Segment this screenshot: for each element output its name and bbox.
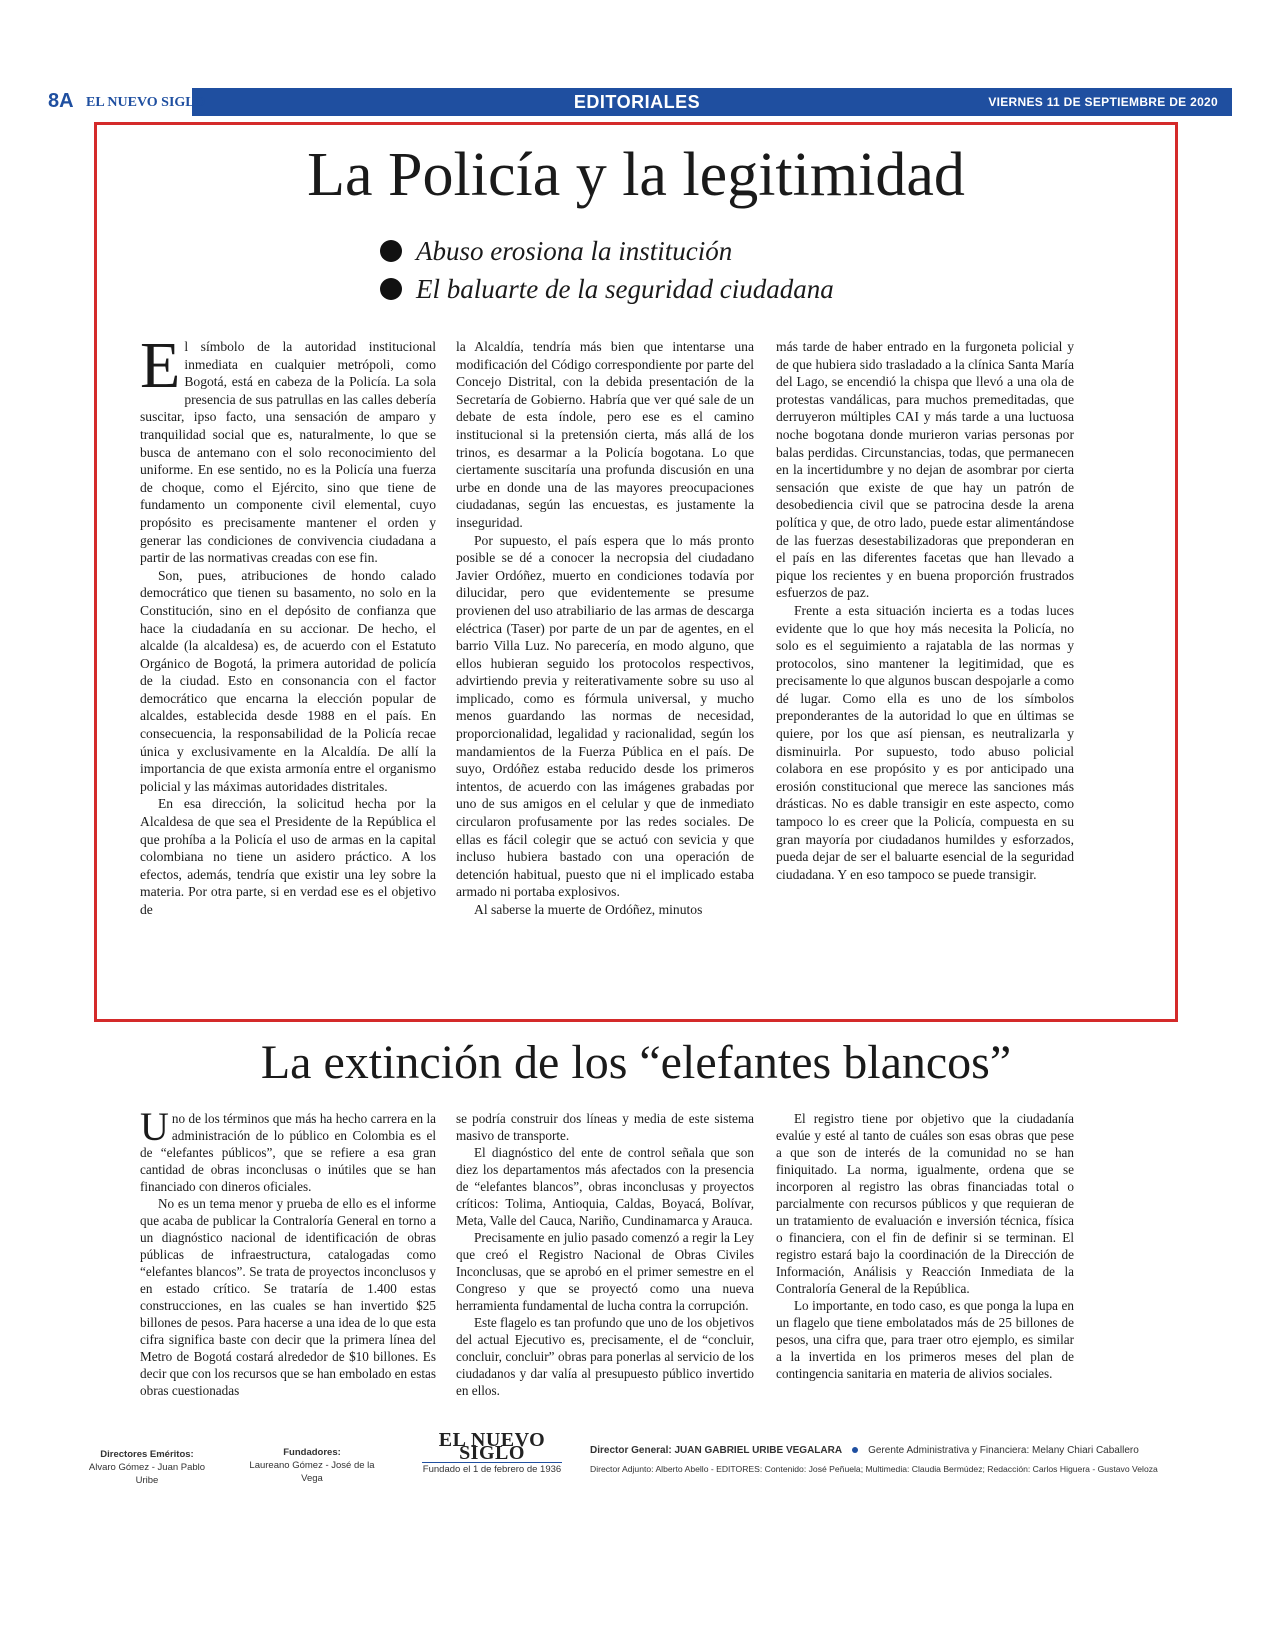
staff-line: Director Adjunto: Alberto Abello - EDITORES: Contenido: José Peñuela; Multimedia: Claudia Bermúdez; Redacción: Carlos Higuera - Gustavo Veloza xyxy=(590,1464,1158,1474)
bullet-item xyxy=(380,232,940,270)
paragraph: Uno de los términos que más ha hecho carrera en la administración de lo público en Colombia es el de “elefantes públicos”, que se refiere a esa gran cantidad de obras inconclusas o inútiles que se han financiado con dineros oficiales. xyxy=(140,1104,436,1194)
section-title: EDITORIALES xyxy=(573,92,701,112)
emeritus-names: Alvaro Gómez - Juan Pablo Uribe xyxy=(88,1462,206,1486)
drop-cap: U xyxy=(140,1104,169,1149)
paragraph: Son, pues, atribuciones de hondo calado democrático que tienen su basamento, no solo en la Constitución, sino en el depósito de confianza que hace la ciudadanía en su accionar. De hecho, el alcalde (la alcaldesa) es, de acuerdo con el Estatuto Orgánico de Bogotá, la primera autoridad de policía de la ciudad. Esto en consonancia con el factor democrático que encarna la elección popular de alcaldes, establecida desde 1988 en el país. En consecuencia, la responsabilidad de la Policía recae única y exclusivamente en la Alcaldía. De allí la importancia de que exista armonía entre el organismo policial y las máximas autoridades distritales. xyxy=(140,567,436,794)
paragraph: Frente a esta situación incierta es a todas luces evidente que lo que hoy más necesita la Policía, no solo es el seguimiento a rajatabla de las normas y protocolos, sino mantener la legitimidad, que es precisamente lo que algunos buscan despojarle a como dé lugar. Como ella es uno de los símbolos preponderantes de la autoridad lo que en últimas se quiere, por los que así piensan, es neutralizarla y disminuirla. Por supuesto, todo abuso policial colabora en ese propósito y es por anticipado una erosión constitucional que merece las sanciones más drásticas. No es dable transigir en este aspecto, como tampoco lo es creer que la Policía, compuesta en su gran mayoría por ciudadanos humildes y esforzados, pueda dejar de ser el baluarte esencial de la seguridad ciudadana. Y en eso tampoco se puede transigir. xyxy=(776,602,1074,882)
page-number: 8A xyxy=(48,90,74,112)
editorial-1-column-2 xyxy=(456,338,754,919)
founders-names: Laureano Gómez - José de la Vega xyxy=(249,1460,375,1484)
editorial-1-column-1 xyxy=(140,329,436,919)
founders-label: Fundadores: xyxy=(283,1447,341,1458)
paragraph: Al saberse la muerte de Ordóñez, minutos xyxy=(474,902,703,917)
editorial-1-title: La Policía y la legitimidad xyxy=(307,141,965,209)
paper-name: EL NUEVO SIGLO xyxy=(86,95,206,110)
director-general: Director General: JUAN GABRIEL URIBE VEGALARA xyxy=(590,1445,843,1456)
issue-date: VIERNES 11 DE SEPTIEMBRE DE 2020 xyxy=(988,95,1218,109)
bullet-dot-icon xyxy=(380,278,402,300)
paragraph: Por supuesto, el país espera que lo más pronto posible se dé a conocer la necropsia del ciudadano Javier Ordóñez, muerto en condiciones todavía por dilucidar, pero que evidentemente se presume provienen del uso atrabiliario de las armas de descarga eléctrica (Taser) por parte de un par de agentes, en el barrio Villa Luz. No parecería, en modo alguno, que ellos hubieran seguido los protocolos respectivos, advirtiendo previa y reiterativamente sobre su uso al implicado, como es fórmula universal, y mucho menos guardando las normas de necesidad, proporcionalidad, legalidad y racionalidad, según los mandamientos de la Fuerza Pública en el país. De suyo, Ordóñez estaba reducido desde los primeros intentos, de acuerdo con las imágenes grabadas por uno de sus amigos en el celular y que de inmediato circularon profusamente por las redes sociales. De ellas es fácil colegir que se actuó con sevicia y que incluso hubiera bastado con una operación de detención habitual, puesto que ni el implicado estaba armado ni portaba explosivos. xyxy=(456,532,754,900)
paragraph: se podría construir dos líneas y media de este sistema masivo de transporte. xyxy=(456,1111,754,1143)
bullet-item xyxy=(380,270,940,308)
page-header xyxy=(42,88,1232,116)
drop-cap: E xyxy=(140,329,181,402)
bullet-dot-icon xyxy=(380,240,402,262)
editorial-2-column-1 xyxy=(140,1104,436,1399)
separator-dot-icon xyxy=(852,1447,858,1453)
emeritus-directors xyxy=(82,1448,212,1487)
editorial-2-column-3 xyxy=(776,1110,1074,1382)
emeritus-label: Directores Eméritos: xyxy=(100,1449,194,1460)
paragraph: Precisamente en julio pasado comenzó a regir la Ley que creó el Registro Nacional de Obras Civiles Inconclusas, que se aprobó en el primer semestre en el Congreso y que se proyectó como una nueva herramienta fundamental de lucha contra la corrupción. xyxy=(456,1230,754,1313)
bullet-text: Abuso erosiona la institución xyxy=(416,236,733,266)
editorial-1-column-3 xyxy=(776,338,1074,883)
paragraph: El registro tiene por objetivo que la ciudadanía evalúe y esté al tanto de cuáles son esas obras que pese a que son de interés de la comunidad no se han finiquitado. La norma, igualmente, ordena que se incorporen al registro las obras financiadas total o parcialmente con recursos públicos y que requieran de un tratamiento de evaluación e inversión técnica, física o financiera, con el fin de definir si se terminan. El registro estará bajo la coordinación de la Dirección de Información, Análisis y Reacción Inmediata de la Contraloría General de la República. xyxy=(776,1111,1074,1296)
paper-logo: EL NUEVO SIGLO xyxy=(438,1429,546,1464)
founded-date: Fundado el 1 de febrero de 1936 xyxy=(422,1464,562,1475)
footer-logo-block xyxy=(412,1429,572,1476)
editorial-1-bullets xyxy=(380,232,940,308)
paragraph: No es un tema menor y prueba de ello es el informe que acaba de publicar la Contraloría General en torno a un diagnóstico nacional de identificación de obras públicas de infraestructura, catalogadas como “elefantes blancos”. Se trata de proyectos inconclusos y en estado crítico. Se trataría de 1.400 estas construcciones, en las cuales se han invertido $25 billones de pesos. Para hacerse a una idea de lo que esta cifra significa baste con decir que la primera línea del Metro de Bogotá costará alrededor de $10 billones. Es decir que con los recursos que se han embolado en estas obras cuestionadas xyxy=(140,1196,436,1398)
editorial-2-title: La extinción de los “elefantes blancos” xyxy=(260,1036,1012,1089)
masthead-footer xyxy=(42,1429,1232,1494)
bullet-text: El baluarte de la seguridad ciudadana xyxy=(416,274,834,304)
paragraph: El diagnóstico del ente de control señala que son diez los departamentos más afectados con la presencia de “elefantes blancos”, obras inconclusas y proyectos críticos: Tolima, Antioquia, Caldas, Boyacá, Bolívar, Meta, Valle del Cauca, Nariño, Cundinamarca y Arauca. xyxy=(456,1145,754,1228)
editorial-2-column-2 xyxy=(456,1110,754,1399)
gerente: Gerente Administrativa y Financiera: Melany Chiari Caballero xyxy=(868,1445,1139,1456)
paragraph: Lo importante, en todo caso, es que ponga la lupa en un flagelo que tiene embolatados más de 25 billones de pesos, una cifra que, para traer otro ejemplo, es similar a la invertida en los primeros meses del plan de contingencia sanitaria en materia de alivios sociales. xyxy=(776,1298,1074,1381)
paragraph: más tarde de haber entrado en la furgoneta policial y de que hubiera sido trasladado a la clínica Santa María del Lago, se encendió la chispa que llevó a una ola de protestas vandálicas, para muchos premeditadas, que derruyeron múltiples CAI y más tarde a una luctuosa noche bogotana donde murieron varias personas por balas perdidas. Circunstancias, todas, que permanecen en la incertidumbre y no dejan de asombrar por cierta sensación que existe de que hay un patrón de desobediencia civil que se patrocina desde la arena política y que, de otro lado, puede estar alimentándose de las fuerzas desestabilizadoras que preponderan en el país en las diferentes facetas que han llevado a pique los recientes y en buena proporción frustrados esfuerzos de paz. xyxy=(776,339,1074,601)
founders xyxy=(242,1446,382,1485)
paragraph: Este flagelo es tan profundo que uno de los objetivos del actual Ejecutivo es, precisamente, el de “concluir, concluir, concluir” obras para ponerlas al servicio de los ciudadanos y dar valía al presupuesto público invertido en ellos. xyxy=(456,1315,754,1398)
paragraph: la Alcaldía, tendría más bien que intentarse una modificación del Código correspondiente por parte del Concejo Distrital, con la debida presentación de la Secretaría de Gobierno. Habría que ver qué sale de un debate de esta índole, pero ese es el camino institucional si la pretensión cierta, más allá de los trinos, es desarmar a la Policía bogotana. Lo que ciertamente suscitaría una profunda discusión en una urbe en donde una de las mayores preocupaciones ciudadanas, según las encuestas, es justamente la inseguridad. xyxy=(456,339,754,530)
paragraph: El símbolo de la autoridad institucional inmediata en cualquier metrópoli, como Bogotá, está en cabeza de la Policía. La sola presencia de sus patrullas en las calles debería suscitar, ipso facto, una sensación de amparo y tranquilidad social que es, naturalmente, lo que se busca de antemano con el solo reconocimiento del uniforme. En ese sentido, no es la Policía una fuerza de choque, como el Ejército, sino que tiene de fundamento un componente civil elemental, cuyo propósito es precisamente mantener el orden y generar las condiciones de convivencia ciudadana a partir de las normativas creadas con ese fin. xyxy=(140,329,436,566)
paragraph: En esa dirección, la solicitud hecha por la Alcaldesa de que sea el Presidente de la República el que prohíba a la Policía el uso de armas en la capital colombiana no tiene un asidero práctico. A los efectos, además, tendría que existir una ley sobre la materia. Por otra parte, si en verdad ese es el objetivo de xyxy=(140,796,436,917)
staff-credits xyxy=(590,1442,1220,1478)
